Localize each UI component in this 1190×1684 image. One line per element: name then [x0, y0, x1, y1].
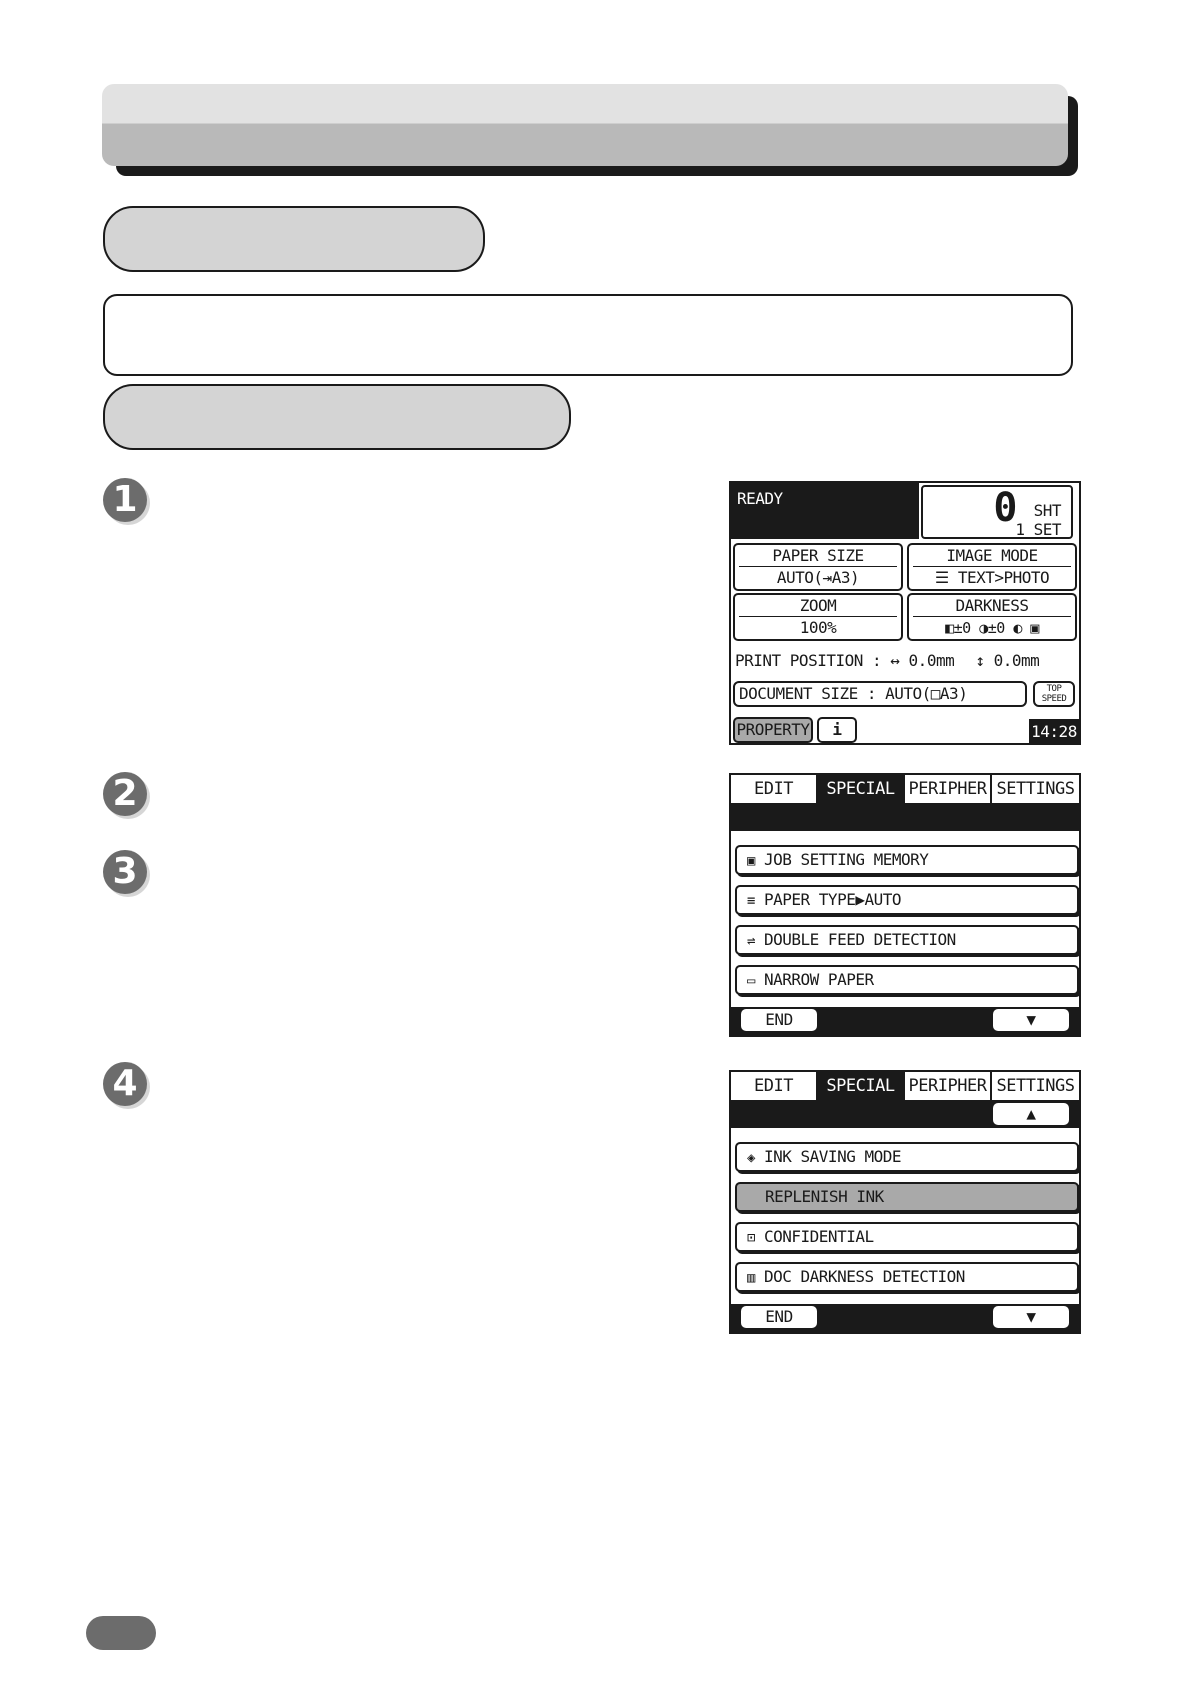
ink-saving-mode-button[interactable]: [735, 1142, 1079, 1172]
clock-text: 14:28: [1031, 722, 1077, 741]
lock-icon: ⊡: [747, 1230, 755, 1246]
lcd-special-page-1: [729, 773, 1081, 1037]
ink-drop-icon: ◈: [747, 1150, 755, 1166]
print-position-label: PRINT POSITION :: [735, 651, 882, 670]
zoom-button[interactable]: [733, 593, 903, 641]
tab-bar: [731, 1072, 1079, 1102]
narrow-paper-label: NARROW PAPER: [764, 970, 874, 989]
count-unit: SHT: [1033, 501, 1061, 520]
section-heading-pill: [103, 206, 485, 272]
panel-footer: [731, 1304, 1079, 1332]
document-size-text: DOCUMENT SIZE : AUTO(□A3): [739, 684, 968, 703]
paper-size-label: PAPER SIZE: [739, 545, 897, 567]
up-arrow-icon: ▲: [1026, 1104, 1036, 1123]
darkness-detect-icon: ▥: [747, 1270, 755, 1286]
darkness-button[interactable]: [907, 593, 1077, 641]
zoom-value: 100%: [799, 618, 837, 637]
status-bar: [731, 483, 919, 539]
step-4-marker: 4: [103, 1062, 147, 1106]
step-2-marker: 2: [103, 772, 147, 816]
header-strip: [731, 1100, 1079, 1128]
copy-counter: [921, 485, 1073, 539]
status-text: READY: [737, 489, 783, 508]
document-size-button[interactable]: [733, 681, 1027, 707]
tab-settings[interactable]: SETTINGS: [992, 775, 1079, 805]
job-setting-memory-button[interactable]: [735, 845, 1079, 875]
text-photo-icon: ☰: [934, 568, 958, 587]
contrast-icon: ◧: [945, 619, 954, 637]
lcd-home-screen: [729, 481, 1081, 745]
zoom-label: ZOOM: [739, 595, 897, 617]
end-button[interactable]: END: [741, 1306, 817, 1328]
print-position-row: [735, 651, 1079, 675]
confidential-label: CONFIDENTIAL: [764, 1227, 874, 1246]
property-button[interactable]: [733, 717, 813, 743]
image-mode-value: TEXT>PHOTO: [957, 568, 1050, 587]
down-arrow-icon: ▼: [1026, 1010, 1036, 1029]
replenish-ink-button[interactable]: [735, 1182, 1079, 1212]
info-button[interactable]: [817, 717, 857, 743]
step-3-marker: 3: [103, 850, 147, 894]
vertical-arrow-icon: ↕: [975, 651, 985, 670]
darkness-value-1: ±0: [953, 619, 971, 637]
down-arrow-icon: ▼: [1026, 1307, 1036, 1326]
header-strip: [731, 803, 1079, 831]
step-1-marker: 1: [103, 478, 147, 522]
page-number-tab: [86, 1616, 156, 1650]
replenish-ink-label: REPLENISH INK: [765, 1187, 884, 1206]
paper-type-button[interactable]: [735, 885, 1079, 915]
info-icon: i: [832, 720, 842, 739]
double-feed-detection-label: DOUBLE FEED DETECTION: [764, 930, 956, 949]
print-position-horizontal: 0.0mm: [908, 651, 955, 670]
paper-stack-icon: ≡: [747, 893, 755, 909]
subsection-heading-pill: [103, 384, 571, 450]
image-mode-label: IMAGE MODE: [913, 545, 1071, 567]
count-value: 0: [993, 485, 1017, 531]
top-speed-line2: SPEED: [1041, 694, 1067, 704]
darkness-adjust-icon: ◐: [1013, 619, 1022, 637]
narrow-paper-icon: ▭: [747, 973, 755, 989]
scroll-down-button[interactable]: [993, 1306, 1069, 1328]
top-speed-line1: TOP: [1046, 684, 1062, 694]
memory-icon: ▣: [747, 853, 755, 869]
panel-footer: [731, 1007, 1079, 1035]
auto-icon: ▣: [1030, 619, 1039, 637]
print-position-vertical: 0.0mm: [993, 651, 1040, 670]
end-button[interactable]: END: [741, 1009, 817, 1031]
clock-display: [1029, 719, 1079, 745]
darkness-value-2: ±0: [987, 619, 1005, 637]
tab-special[interactable]: SPECIAL: [818, 775, 905, 805]
ink-saving-mode-label: INK SAVING MODE: [764, 1147, 901, 1166]
paper-size-value: AUTO(⇥A3): [776, 568, 860, 587]
property-label: PROPERTY: [736, 720, 810, 739]
top-speed-button[interactable]: [1033, 681, 1075, 707]
image-mode-button[interactable]: [907, 543, 1077, 591]
tab-peripher[interactable]: PERIPHER: [905, 775, 992, 805]
lcd-special-page-2: [729, 1070, 1081, 1334]
halftone-icon: ◑: [979, 619, 988, 637]
double-feed-icon: ⇌: [747, 933, 755, 949]
paper-type-label: PAPER TYPE▶AUTO: [764, 890, 901, 909]
tab-bar: [731, 775, 1079, 805]
double-feed-detection-button[interactable]: [735, 925, 1079, 955]
doc-darkness-detection-button[interactable]: [735, 1262, 1079, 1292]
tab-special[interactable]: SPECIAL: [818, 1072, 905, 1102]
description-box: [103, 294, 1073, 376]
tab-edit[interactable]: EDIT: [731, 1072, 818, 1102]
confidential-button[interactable]: [735, 1222, 1079, 1252]
header-banner: [102, 84, 1068, 166]
doc-darkness-detection-label: DOC DARKNESS DETECTION: [764, 1267, 965, 1286]
tab-settings[interactable]: SETTINGS: [992, 1072, 1079, 1102]
job-setting-memory-label: JOB SETTING MEMORY: [764, 850, 929, 869]
horizontal-arrow-icon: ↔: [890, 651, 900, 670]
tab-peripher[interactable]: PERIPHER: [905, 1072, 992, 1102]
paper-size-button[interactable]: [733, 543, 903, 591]
set-count: 1 SET: [1015, 520, 1061, 539]
darkness-label: DARKNESS: [913, 595, 1071, 617]
narrow-paper-button[interactable]: [735, 965, 1079, 995]
tab-edit[interactable]: EDIT: [731, 775, 818, 805]
scroll-up-button[interactable]: [993, 1103, 1069, 1125]
scroll-down-button[interactable]: [993, 1009, 1069, 1031]
